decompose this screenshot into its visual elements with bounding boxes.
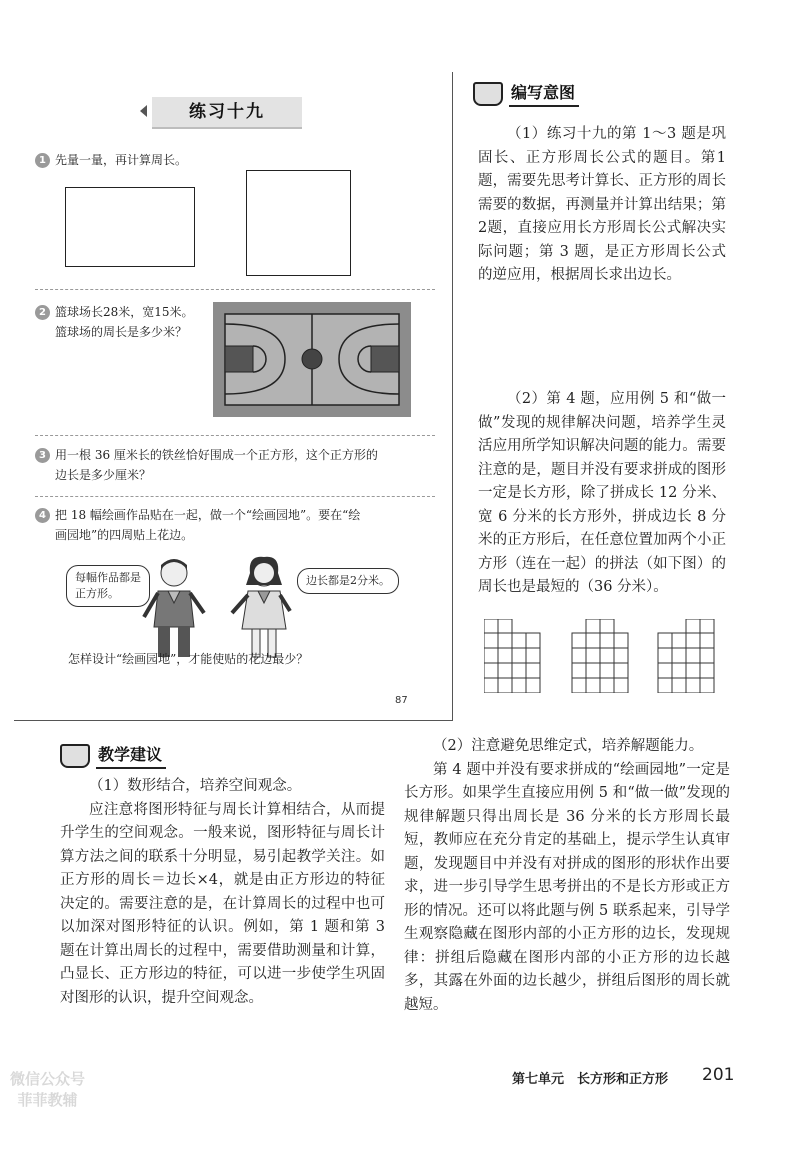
bubble-boy-line-1: 每幅作品都是 <box>75 571 141 584</box>
square-figure <box>246 170 351 276</box>
question-2-line-2: 篮球场的周长是多少米？ <box>55 325 188 339</box>
exercise-title-banner <box>140 95 310 129</box>
teaching-paragraph-2: 第 4 题中并没有要求拼成的“绘画园地”一定是长方形。如果学生直接应用例 5 和“做一做”发现的规律解题只得出周长是 36 分米的长方形周长最短，教师应在充分肯定的基础上，提示学生认真审题，发现题目中并没有对拼成的图形的形状作出要求，进一步引导学生思考拼出的不是长方形或正方形的情况。还可以将此题与例 5 联系起来，引导学生观察隐藏在图形内部的小正方形的边长，发现规律：拼组后隐藏在图形内部的小正方形的边长越多，其露在外面的边长越少，拼组后图形的周长就越短。 <box>404 761 730 1013</box>
watermark-line-1: 微信公众号 <box>10 1070 86 1088</box>
teacher-icon <box>60 744 90 768</box>
teaching-heading <box>60 742 166 769</box>
watermark-line-2: 菲菲教辅 <box>17 1091 78 1109</box>
grid-figure-1 <box>484 619 540 693</box>
intent-heading <box>473 80 579 107</box>
question-3-line-1: 用一根 36 厘米长的铁丝恰好围成一个正方形，这个正方形的 <box>55 448 378 462</box>
exercise-title: 练习十九 <box>189 102 265 122</box>
book-icon <box>473 82 503 106</box>
teaching-paragraph-1: 应注意将图形特征与周长计算相结合，从而提升学生的空间观念。一般来说，图形特征与周长计算方法之间的联系十分明显，易引起教学关注。如正方形的周长＝边长×4，就是由正方形边的特征决定的。需要注意的是，在计算周长的过程中也可以加深对图形特征的认识。例如，第 1 题和第 3 题在计算出周长的过程中，需要借助测量和计算，凸显长、正方形边的特征，可以进一步使学生巩固对图形的认识，提升空间观念。 <box>60 801 385 1006</box>
speech-bubble-boy <box>66 565 150 607</box>
question-3-number: 3 <box>35 448 50 463</box>
question-1-text: 先量一量，再计算周长。 <box>55 153 188 167</box>
watermark <box>10 1068 85 1110</box>
intent-heading-label: 编写意图 <box>509 80 579 107</box>
question-3-line-2: 边长是多少厘米？ <box>55 468 152 482</box>
intent-paragraph-1: （1）练习十九的第 1～3 题是巩固长、正方形周长公式的题目。第1题，需要先思考计算长、正方形的周长需要的数据，再测量并计算出结果；第2题，直接应用长方形周长公式解决实际问题；第 3 题，是正方形周长公式的逆应用，根据周长求出边长。 <box>478 126 726 283</box>
question-4-line-1: 把 18 幅绘画作品贴在一起，做一个“绘画园地”。要在“绘 <box>55 508 361 522</box>
girl-illustration <box>228 555 298 660</box>
grid-figures <box>484 619 731 693</box>
question-1-number: 1 <box>35 153 50 168</box>
basketball-court-image <box>213 302 411 417</box>
speech-bubble-girl: 边长都是2分米。 <box>297 568 399 594</box>
question-2-number: 2 <box>35 305 50 320</box>
question-2-line-1: 篮球场长28米，宽15米。 <box>55 305 194 319</box>
boy-illustration <box>140 555 210 660</box>
grid-figure-3 <box>658 619 714 693</box>
grid-figure-2 <box>572 619 628 693</box>
textbook-page-number: 87 <box>395 695 408 706</box>
question-4-number: 4 <box>35 508 50 523</box>
intent-paragraph-2: （2）第 4 题，应用例 5 和“做一做”发现的规律解决问题，培养学生灵活应用所学知识解决问题的能力。需要注意的是，题目并没有要求拼成的图形一定是长方形，除了拼成长 12 分米、宽 6 分米的长方形外，拼成边长 8 分米的正方形后，在任意位置加两个小正方形（连在一起）的拼法（如下图）的周长也是最短的（36 分米）。 <box>478 391 726 595</box>
court-drawing <box>213 302 411 417</box>
teaching-heading-label: 教学建议 <box>96 742 166 769</box>
separator <box>35 496 435 497</box>
separator <box>35 435 435 436</box>
teaching-subtitle-2: （2）注意避免思维定式，培养解题能力。 <box>433 738 704 754</box>
teaching-left-column <box>60 775 385 1010</box>
rectangle-figure <box>65 187 195 267</box>
question-4-line-2: 画园地”的四周贴上花边。 <box>55 528 194 542</box>
bubble-boy-line-2: 正方形。 <box>75 587 119 600</box>
separator <box>35 289 435 290</box>
footer-unit-label: 第七单元 长方形和正方形 <box>512 1072 669 1087</box>
footer-page-number: 201 <box>702 1065 735 1085</box>
teaching-right-column <box>404 735 730 1017</box>
triangle-marker-icon <box>140 105 147 117</box>
teaching-subtitle-1: （1）数形结合，培养空间观念。 <box>89 778 302 794</box>
question-4-prompt: 怎样设计“绘画园地”，才能使贴的花边最少？ <box>68 652 309 666</box>
